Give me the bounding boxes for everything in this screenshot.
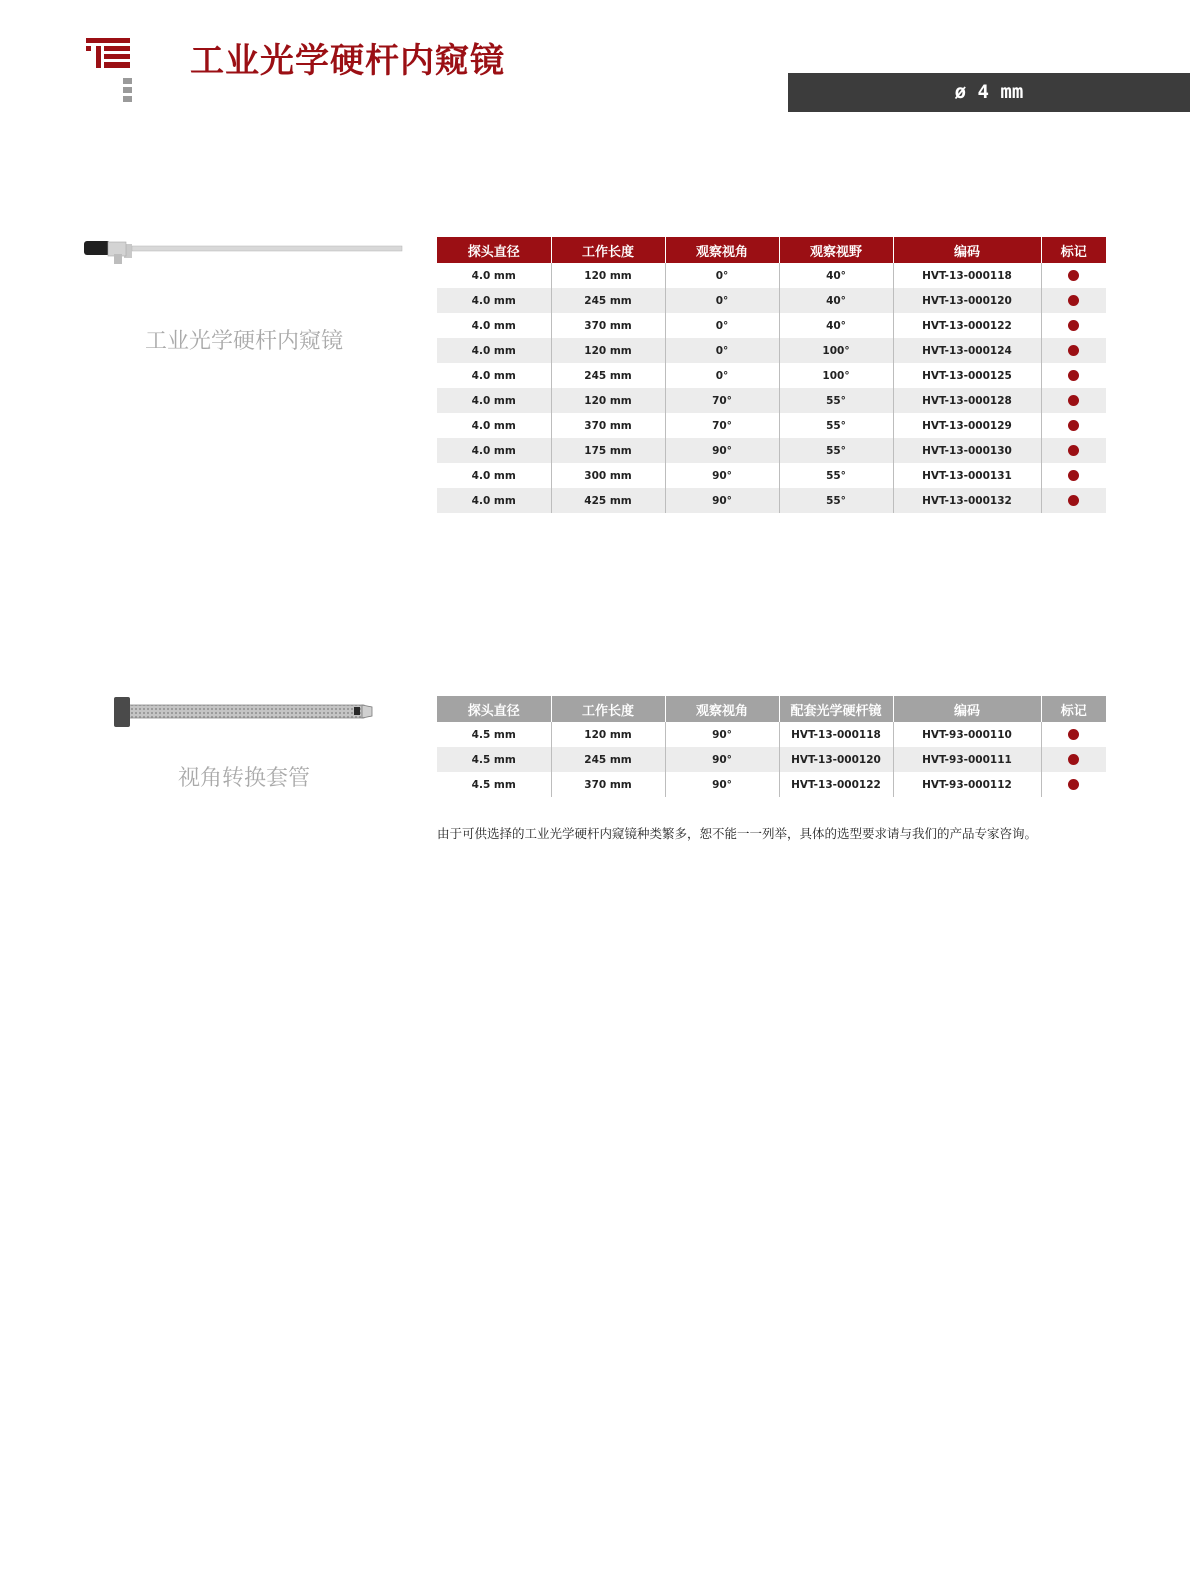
table-header-row: [437, 237, 1106, 263]
table-cell: 55°: [779, 488, 893, 513]
marker-cell: [1041, 747, 1106, 772]
table-cell: 370 mm: [551, 313, 665, 338]
marker-cell: [1041, 438, 1106, 463]
table-cell: 90°: [665, 772, 779, 797]
table-cell: HVT-13-000120: [779, 747, 893, 772]
table-cell: 100°: [779, 363, 893, 388]
marker-cell: [1041, 338, 1106, 363]
column-header: 观察视角: [665, 696, 779, 722]
table-row: [437, 338, 1106, 363]
table-row: [437, 388, 1106, 413]
table-cell: 90°: [665, 747, 779, 772]
table-cell: HVT-13-000118: [779, 722, 893, 747]
marker-cell: [1041, 263, 1106, 288]
table-cell: 370 mm: [551, 772, 665, 797]
table-cell: 4.5 mm: [437, 722, 551, 747]
table-cell: 90°: [665, 722, 779, 747]
angle-sleeve-image: [114, 695, 376, 729]
table-cell: 40°: [779, 288, 893, 313]
marker-cell: [1041, 488, 1106, 513]
table-cell: HVT-13-000120: [893, 288, 1041, 313]
table-cell: 55°: [779, 388, 893, 413]
marker-dot-icon: [1068, 420, 1079, 431]
table-cell: 4.5 mm: [437, 747, 551, 772]
table-cell: HVT-93-000112: [893, 772, 1041, 797]
marker-dot-icon: [1068, 395, 1079, 406]
table-cell: HVT-13-000130: [893, 438, 1041, 463]
table-cell: 4.0 mm: [437, 263, 551, 288]
brand-logo: [86, 38, 130, 68]
marker-cell: [1041, 413, 1106, 438]
diameter-banner: ø 4 mm: [788, 73, 1190, 112]
table-cell: HVT-13-000131: [893, 463, 1041, 488]
column-header: 观察视角: [665, 237, 779, 263]
table-row: [437, 772, 1106, 797]
footnote: 由于可供选择的工业光学硬杆内窥镜种类繁多，恕不能一一列举，具体的选型要求请与我们的产品专家咨询。: [437, 826, 1038, 841]
table-cell: 90°: [665, 463, 779, 488]
marker-cell: [1041, 363, 1106, 388]
table-cell: 175 mm: [551, 438, 665, 463]
table-cell: 4.0 mm: [437, 488, 551, 513]
table-cell: 70°: [665, 388, 779, 413]
table-cell: 55°: [779, 413, 893, 438]
table-cell: 40°: [779, 263, 893, 288]
table-cell: HVT-13-000122: [779, 772, 893, 797]
borescope-spec-table: [437, 237, 1106, 513]
table-row: [437, 488, 1106, 513]
table-cell: 0°: [665, 363, 779, 388]
table-cell: 245 mm: [551, 747, 665, 772]
marker-dot-icon: [1068, 495, 1079, 506]
marker-cell: [1041, 463, 1106, 488]
page-title: 工业光学硬杆内窥镜: [190, 41, 505, 81]
table-cell: 120 mm: [551, 388, 665, 413]
table-cell: HVT-13-000129: [893, 413, 1041, 438]
table-cell: 370 mm: [551, 413, 665, 438]
table-cell: 0°: [665, 313, 779, 338]
table-cell: 4.0 mm: [437, 388, 551, 413]
table-cell: HVT-93-000111: [893, 747, 1041, 772]
column-header: 观察视野: [779, 237, 893, 263]
table-cell: 4.0 mm: [437, 413, 551, 438]
table-cell: 40°: [779, 313, 893, 338]
table-cell: 300 mm: [551, 463, 665, 488]
table-cell: 55°: [779, 438, 893, 463]
table-row: [437, 438, 1106, 463]
table-cell: 245 mm: [551, 363, 665, 388]
marker-dot-icon: [1068, 729, 1079, 740]
table-cell: HVT-13-000128: [893, 388, 1041, 413]
marker-dot-icon: [1068, 370, 1079, 381]
table-cell: 245 mm: [551, 288, 665, 313]
table-row: [437, 288, 1106, 313]
sleeve-spec-table: [437, 696, 1106, 797]
table-cell: 0°: [665, 338, 779, 363]
marker-dot-icon: [1068, 754, 1079, 765]
table-row: [437, 263, 1106, 288]
table-cell: 4.0 mm: [437, 363, 551, 388]
table-cell: 4.0 mm: [437, 313, 551, 338]
marker-dot-icon: [1068, 779, 1079, 790]
table-row: [437, 313, 1106, 338]
marker-dot-icon: [1068, 345, 1079, 356]
table-cell: 90°: [665, 488, 779, 513]
table-cell: HVT-13-000118: [893, 263, 1041, 288]
column-header: 工作长度: [551, 237, 665, 263]
marker-cell: [1041, 288, 1106, 313]
column-header: 标记: [1041, 237, 1106, 263]
marker-dot-icon: [1068, 470, 1079, 481]
table-cell: 70°: [665, 413, 779, 438]
table-cell: 0°: [665, 263, 779, 288]
column-header: 编码: [893, 696, 1041, 722]
product-label-borescope: 工业光学硬杆内窥镜: [144, 329, 343, 354]
rigid-borescope-image: [84, 236, 404, 266]
table-cell: 55°: [779, 463, 893, 488]
table-cell: 4.0 mm: [437, 338, 551, 363]
marker-cell: [1041, 313, 1106, 338]
table-cell: 4.0 mm: [437, 288, 551, 313]
table-row: [437, 747, 1106, 772]
table-cell: HVT-13-000125: [893, 363, 1041, 388]
logo-dots-decoration: [123, 78, 132, 105]
column-header: 配套光学硬杆镜: [779, 696, 893, 722]
table-cell: 100°: [779, 338, 893, 363]
table-cell: HVT-93-000110: [893, 722, 1041, 747]
column-header: 探头直径: [437, 696, 551, 722]
table-cell: HVT-13-000122: [893, 313, 1041, 338]
marker-dot-icon: [1068, 295, 1079, 306]
marker-cell: [1041, 388, 1106, 413]
table-row: [437, 463, 1106, 488]
table-cell: HVT-13-000132: [893, 488, 1041, 513]
marker-dot-icon: [1068, 445, 1079, 456]
column-header: 工作长度: [551, 696, 665, 722]
table-cell: 425 mm: [551, 488, 665, 513]
column-header: 标记: [1041, 696, 1106, 722]
product-label-sleeve: 视角转换套管: [177, 766, 310, 791]
table-cell: 120 mm: [551, 338, 665, 363]
table-cell: 90°: [665, 438, 779, 463]
marker-cell: [1041, 722, 1106, 747]
column-header: 编码: [893, 237, 1041, 263]
table-row: [437, 363, 1106, 388]
table-cell: 4.0 mm: [437, 438, 551, 463]
column-header: 探头直径: [437, 237, 551, 263]
table-cell: 4.0 mm: [437, 463, 551, 488]
table-cell: 4.5 mm: [437, 772, 551, 797]
table-cell: 0°: [665, 288, 779, 313]
marker-dot-icon: [1068, 270, 1079, 281]
marker-dot-icon: [1068, 320, 1079, 331]
table-cell: 120 mm: [551, 722, 665, 747]
table-header-row: [437, 696, 1106, 722]
table-row: [437, 413, 1106, 438]
table-cell: HVT-13-000124: [893, 338, 1041, 363]
table-row: [437, 722, 1106, 747]
marker-cell: [1041, 772, 1106, 797]
table-cell: 120 mm: [551, 263, 665, 288]
